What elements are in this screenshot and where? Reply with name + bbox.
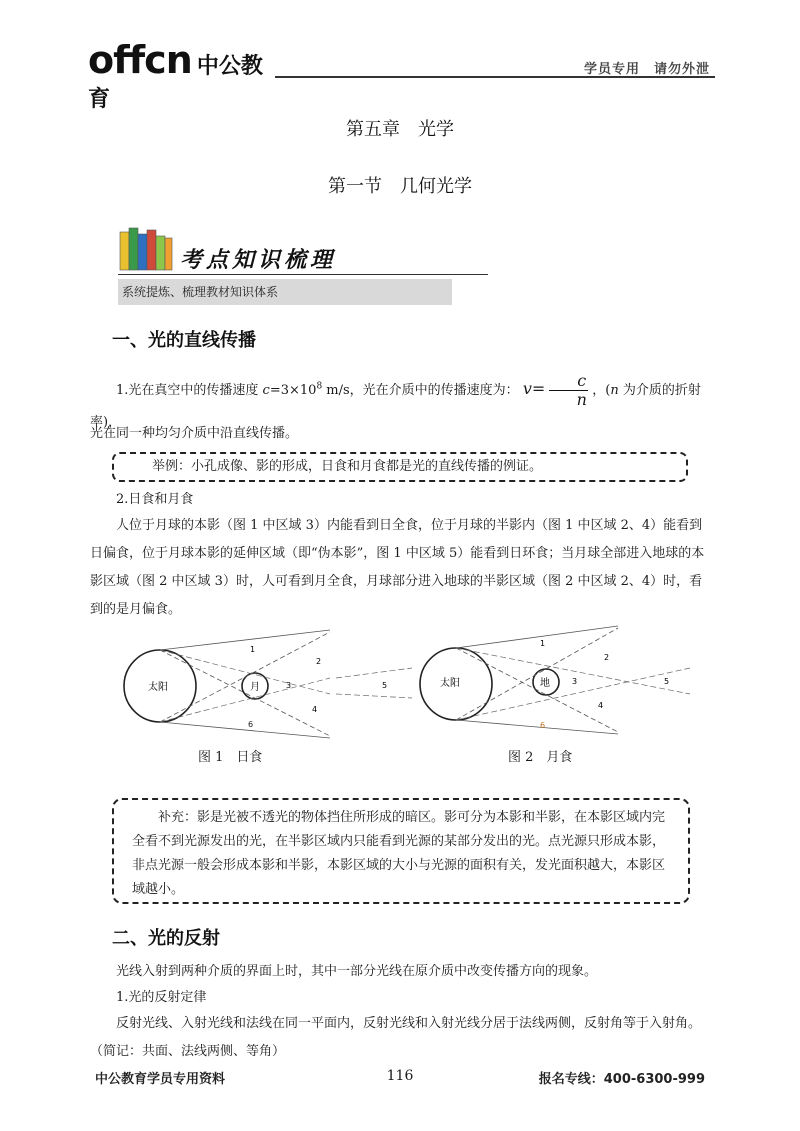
- heading-reflection: 二、光的反射: [112, 928, 220, 949]
- formula-numerator: c: [549, 372, 588, 391]
- page-number: 116: [386, 1068, 414, 1084]
- caption-figure-1: 图 1 日食: [198, 750, 263, 765]
- text-speed-b: =3×10: [269, 383, 317, 398]
- subheading-eclipse: 2.日食和月食: [116, 492, 194, 507]
- supplement-box: [112, 798, 690, 904]
- footer-left: 中公教育学员专用资料: [95, 1072, 226, 1087]
- heading-straight-propagation: 一、光的直线传播: [112, 330, 256, 351]
- books-icon: [118, 226, 174, 272]
- logo-cn: 中公教育: [88, 54, 263, 112]
- region-6: 6: [248, 720, 254, 729]
- caption-figure-2: 图 2 月食: [508, 750, 573, 765]
- paragraph-reflection-intro: 光线入射到两种介质的界面上时，其中一部分光线在原介质中改变传播方向的现象。: [116, 964, 598, 979]
- brand-logo: [88, 38, 273, 112]
- region-5: 5: [382, 681, 388, 690]
- logo-word: offcn: [88, 38, 192, 82]
- text-speed-c: m/s，光在介质中的传播速度为：: [322, 383, 519, 398]
- example-text: 举例：小孔成像、影的形成，日食和月食都是光的直线传播的例证。: [152, 459, 543, 474]
- paragraph-straight-line: 光在同一种均匀介质中沿直线传播。: [90, 426, 299, 441]
- chapter-title: 第五章 光学: [346, 119, 454, 140]
- text-speed-d: ，(: [592, 383, 611, 398]
- region-5-b: 5: [664, 677, 670, 686]
- region-1: 1: [250, 645, 256, 654]
- text-speed-a: 1.光在真空中的传播速度: [116, 383, 263, 398]
- symbol-n: n: [610, 383, 619, 398]
- text-speed-e: 为介质的折射率)，: [90, 383, 701, 430]
- banner-rule: [118, 274, 488, 275]
- sun-label: 太阳: [148, 682, 168, 693]
- formula-fraction: [549, 372, 588, 409]
- example-box: [112, 452, 688, 482]
- figure-solar-eclipse-ext: [336, 628, 416, 740]
- region-3-b: 3: [572, 677, 578, 686]
- figure-lunar-eclipse: [418, 624, 693, 736]
- region-2-b: 2: [604, 653, 610, 662]
- region-1-b: 1: [540, 639, 546, 648]
- formula-eq: =: [531, 379, 546, 398]
- moon-label: 月: [250, 682, 260, 693]
- exponent: 8: [316, 381, 323, 392]
- region-6-b: 6: [540, 721, 546, 730]
- footer-hotline: 报名专线：400-6300-999: [538, 1072, 705, 1087]
- header-tag: 学员专用 请勿外泄: [583, 62, 710, 77]
- supplement-text: 补充：影是光被不透光的物体挡住所形成的暗区。影可分为本影和半影，在本影区域内完全看不到光源发出的光，在半影区域内只能看到光源的某部分发出的光。点光源只形成本影，非点光源一般会形成本影和半影，本影区域的大小与光源的面积有关，发光面积越大，本影区域越小。: [132, 810, 666, 897]
- earth-label: 地: [540, 678, 550, 689]
- formula-v: v: [522, 379, 532, 398]
- paragraph-reflection-law: 反射光线、入射光线和法线在同一平面内，反射光线和入射光线分居于法线两侧，反射角等于入射角。（简记：共面、法线两侧、等角）: [90, 1016, 702, 1059]
- region-4: 4: [312, 705, 318, 714]
- symbol-c: c: [262, 383, 270, 398]
- banner-subtitle: 系统提炼、梳理教材知识体系: [118, 279, 452, 305]
- subheading-reflection-law: 1.光的反射定律: [116, 990, 207, 1005]
- banner-title: 考点知识梳理: [180, 247, 337, 273]
- figure-solar-eclipse: [118, 628, 338, 740]
- region-4-b: 4: [598, 701, 604, 710]
- paragraph-eclipse: 人位于月球的本影（图 1 中区域 3）内能看到日全食，位于月球的半影内（图 1 中区域 2、4）能看到日偏食，位于月球本影的延伸区域（即“伪本影”，图 1 中区域 5）能看到日环食；当月球全部进入地球的本影区域（图 2 中区域 3）时，人可看到月全食，月球部分进入地球的半影区域（图 2 中区域 2、4）时，看到的是月偏食。: [90, 518, 705, 617]
- region-2: 2: [316, 657, 322, 666]
- sun-label-2: 太阳: [440, 678, 460, 689]
- formula-denominator: n: [576, 390, 587, 409]
- section-title: 第一节 几何光学: [328, 176, 472, 197]
- region-3: 3: [286, 681, 292, 690]
